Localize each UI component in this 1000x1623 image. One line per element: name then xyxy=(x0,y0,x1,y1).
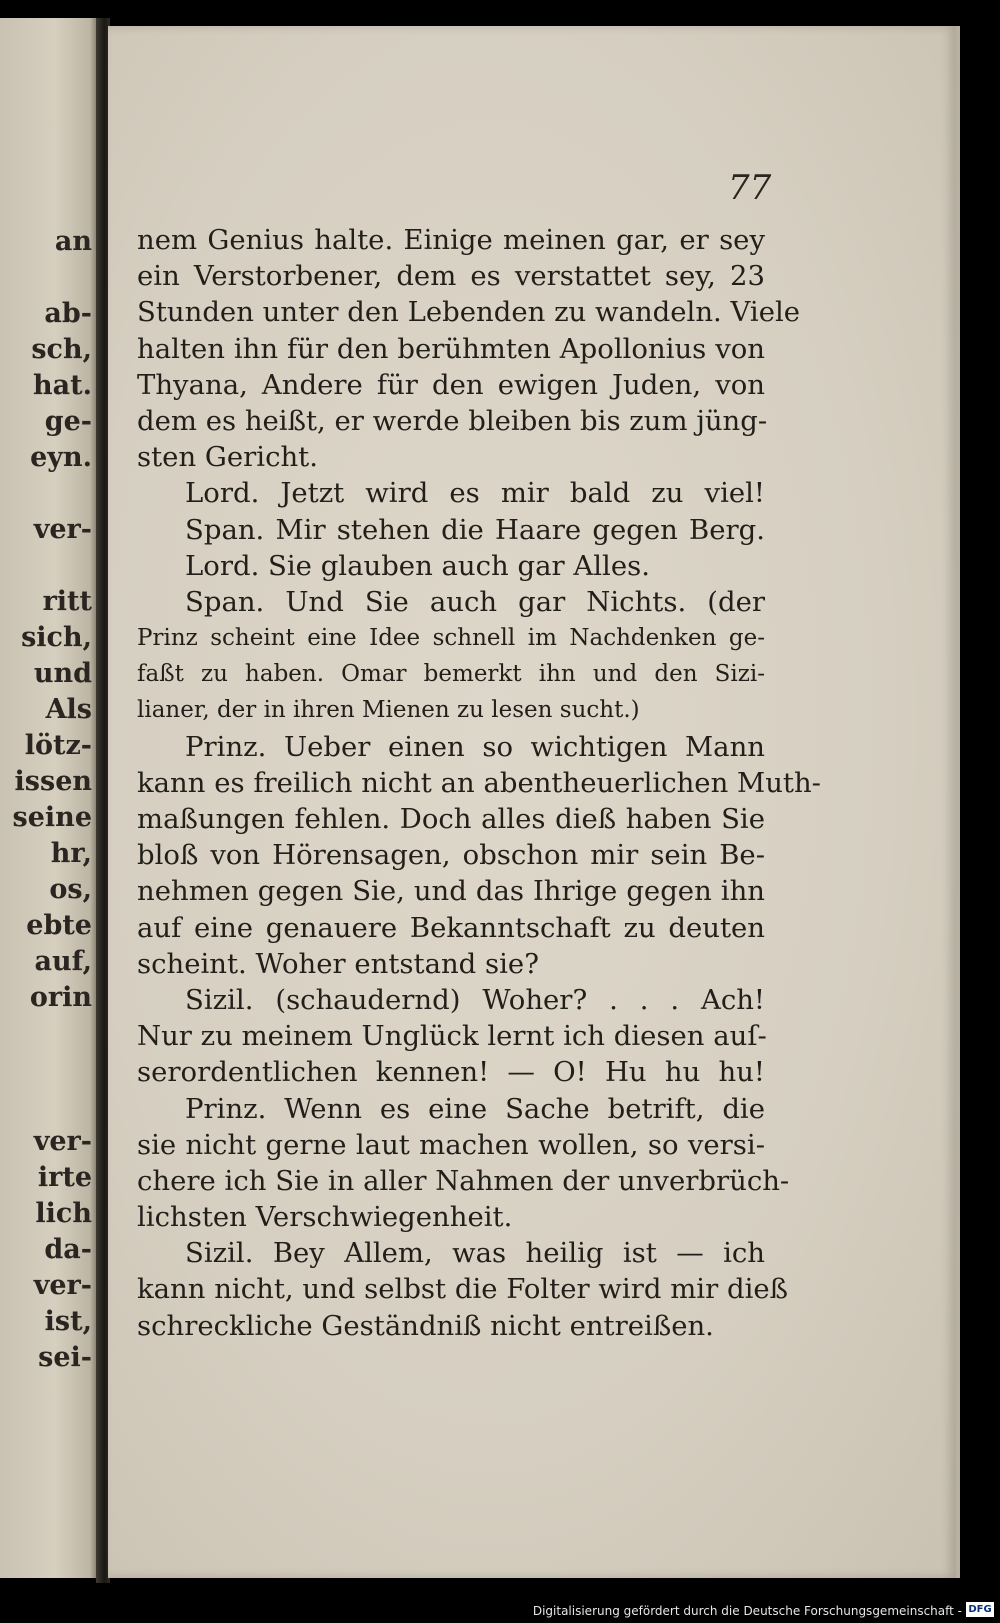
facing-page-line: os, xyxy=(49,874,92,905)
text-line: Sizil. Bey Allem, was heilig ist — ich xyxy=(185,1237,765,1270)
facing-page-line: ebte xyxy=(26,910,92,941)
text-line: maßungen fehlen. Doch alles dieß haben Sie xyxy=(137,803,765,835)
facing-page-line: da- xyxy=(44,1234,92,1265)
facing-page-line: hr, xyxy=(50,838,92,869)
facing-page-line: ab- xyxy=(44,298,92,329)
facing-page-line: sich, xyxy=(21,622,92,653)
facing-page-line: lötz- xyxy=(24,730,92,761)
facing-page-line: ver- xyxy=(33,1126,92,1157)
text-line: Prinz scheint eine Idee schnell im Nachdenken ge- xyxy=(137,625,765,652)
text-line: Prinz. Wenn es eine Sache betrift, die xyxy=(185,1092,765,1125)
text-line: Sizil. (schaudernd) Woher? . . . Ach! xyxy=(185,983,765,1016)
facing-page-line: an xyxy=(54,226,92,257)
text-line: kann es freilich nicht an abentheuerlichen Muth- xyxy=(137,766,821,799)
text-line: Nur zu meinem Unglück lernt ich diesen auſ- xyxy=(137,1020,767,1053)
text-line: nehmen gegen Sie, und das Ihrige gegen ihn xyxy=(137,875,765,908)
text-line: ein Verstorbener, dem es verstattet sey, 23 xyxy=(137,260,765,293)
page-number: 77 xyxy=(728,168,772,208)
facing-page-line: Als xyxy=(45,694,92,725)
facing-page-line: ver- xyxy=(33,1270,92,1301)
facing-page-line: auf, xyxy=(34,946,92,977)
facing-page-line: ritt xyxy=(42,586,92,617)
text-line: nem Genius halte. Einige meinen gar, er sey xyxy=(137,224,765,256)
facing-page-line: lich xyxy=(35,1198,92,1229)
facing-page-line: ver- xyxy=(33,514,92,545)
facing-page-line: irte xyxy=(37,1162,92,1193)
text-line: Span. Und Sie auch gar Nichts. (der xyxy=(185,585,765,618)
text-line: auf eine genauere Bekanntschaft zu deuten xyxy=(137,911,765,944)
funding-credit: Digitalisierung gefördert durch die Deutsche Forschungsgemeinschaft - xyxy=(532,1604,962,1618)
facing-page-line: hat. xyxy=(33,370,92,401)
page-text xyxy=(137,222,821,1344)
facing-page-line: sch, xyxy=(31,334,92,365)
text-line: Lord. Sie glauben auch gar Alles. xyxy=(185,549,650,582)
text-line: sten Gericht. xyxy=(137,441,318,474)
text-line: Stunden unter den Lebenden zu wandeln. Viele xyxy=(137,296,801,329)
text-line: dem es heißt, er werde bleiben bis zum jüng- xyxy=(137,404,768,437)
facing-page-line: issen xyxy=(14,766,92,797)
dfg-logo: DFG xyxy=(966,1602,994,1617)
text-line: sie nicht gerne laut machen wollen, so versi- xyxy=(137,1128,765,1161)
facing-page-edge xyxy=(0,18,100,1578)
text-line: Thyana, Andere für den ewigen Juden, von xyxy=(137,368,765,401)
text-line: Prinz. Ueber einen so wichtigen Mann xyxy=(185,730,765,763)
text-line: serordentlichen kennen! — O! Hu hu hu! xyxy=(137,1056,765,1089)
text-line: Lord. Jetzt wird es mir bald zu viel! xyxy=(185,477,765,510)
text-line: lichsten Verschwiegenheit. xyxy=(137,1201,513,1234)
text-line: chere ich Sie in aller Nahmen der unverbrüch- xyxy=(137,1164,790,1197)
text-line: bloß von Hörensagen, obschon mir sein Be- xyxy=(137,839,765,872)
facing-page-line: orin xyxy=(29,982,92,1013)
text-line: scheint. Woher entstand sie? xyxy=(137,947,539,980)
text-line: halten ihn für den berühmten Apollonius von xyxy=(137,332,765,365)
facing-page-line: ge- xyxy=(44,406,92,437)
text-line: schreckliche Geständniß nicht entreißen. xyxy=(137,1309,714,1342)
text-line: Span. Mir stehen die Haare gegen Berg. xyxy=(185,513,765,546)
text-line: faßt zu haben. Omar bemerkt ihn und den Sizi- xyxy=(137,661,765,688)
facing-page-line: ist, xyxy=(44,1306,92,1337)
facing-page-line: seine xyxy=(12,802,92,833)
facing-page-line: eyn. xyxy=(30,442,92,473)
facing-page-line: sei- xyxy=(38,1342,92,1373)
text-line: lianer, der in ihren Mienen zu lesen sucht.) xyxy=(137,697,640,724)
text-line: kann nicht, und selbst die Folter wird mir dieß xyxy=(137,1273,789,1306)
facing-page-line: und xyxy=(33,658,92,689)
